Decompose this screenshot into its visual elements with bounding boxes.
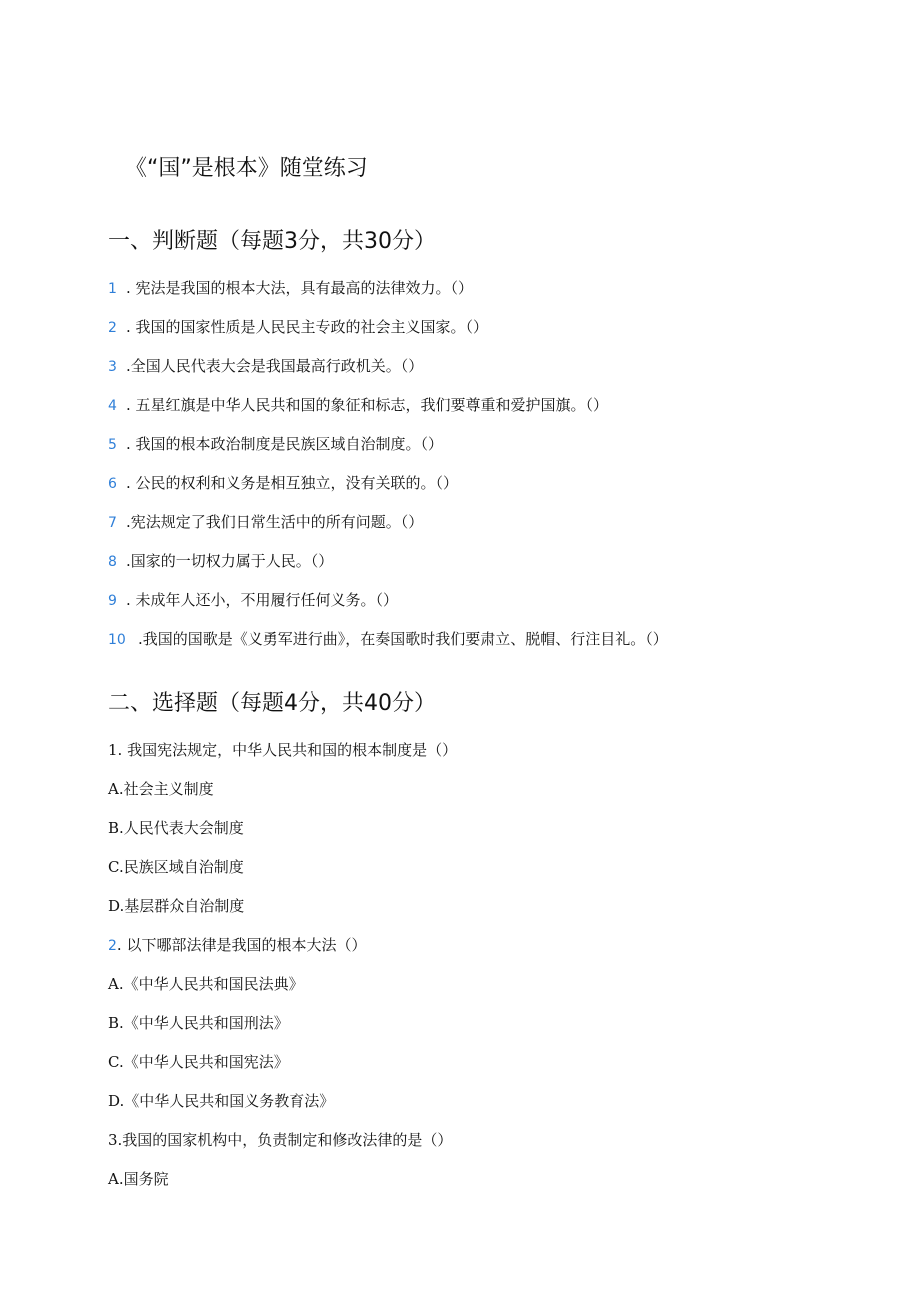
choice-option: C.民族区域自治制度 [108, 858, 244, 876]
true-false-question [108, 471, 458, 495]
choice-option: C.《中华人民共和国宪法》 [108, 1053, 289, 1071]
question-text: . 宪法是我国的根本大法，具有最高的法律效力。（） [126, 279, 474, 297]
question-number: 8 [108, 554, 117, 570]
true-false-question [108, 510, 423, 534]
choice-option: A.《中华人民共和国民法典》 [108, 975, 304, 993]
question-text: . 以下哪部法律是我国的根本大法（） [116, 936, 367, 954]
question-number: 3 [108, 359, 117, 375]
choice-question-stem: 3.我国的国家机构中，负责制定和修改法律的是（） [108, 1131, 453, 1149]
choice-question-stem: 1. 我国宪法规定，中华人民共和国的根本制度是（） [108, 741, 458, 759]
page-title: 《“国”是根本》随堂练习 [125, 156, 368, 181]
question-text: . 五星红旗是中华人民共和国的象征和标志，我们要尊重和爱护国旗。（） [126, 396, 609, 414]
question-number: 9 [108, 593, 117, 609]
choice-option: B.人民代表大会制度 [108, 819, 244, 837]
true-false-question [108, 549, 333, 573]
section-heading-multiple-choice: 二、选择题（每题4分，共40分） [108, 691, 436, 716]
question-number: 2 [108, 938, 117, 954]
question-number: 6 [108, 476, 117, 492]
true-false-question [108, 354, 423, 378]
section-heading-true-false: 一、判断题（每题3分，共30分） [108, 229, 436, 254]
choice-option: A.国务院 [108, 1170, 169, 1188]
question-text: .宪法规定了我们日常生活中的所有问题。（） [126, 513, 424, 531]
question-number: 4 [108, 398, 117, 414]
question-text: .我国的国歌是《义勇军进行曲》，在奏国歌时我们要肃立、脱帽、行注目礼。（） [138, 630, 668, 648]
true-false-question [108, 588, 398, 612]
true-false-question [108, 432, 443, 456]
choice-option: D.基层群众自治制度 [108, 897, 245, 915]
true-false-question [108, 315, 488, 339]
question-number: 1 [108, 281, 117, 297]
question-text: . 未成年人还小，不用履行任何义务。（） [126, 591, 399, 609]
choice-option: D.《中华人民共和国义务教育法》 [108, 1092, 335, 1110]
choice-question-stem [108, 933, 366, 957]
question-number: 7 [108, 515, 117, 531]
true-false-question [108, 393, 608, 417]
question-text: .全国人民代表大会是我国最高行政机关。（） [126, 357, 424, 375]
question-text: . 我国的根本政治制度是民族区域自治制度。（） [126, 435, 444, 453]
question-text: . 公民的权利和义务是相互独立，没有关联的。（） [126, 474, 459, 492]
question-number: 10 [108, 632, 126, 648]
question-number: 5 [108, 437, 117, 453]
choice-option: A.社会主义制度 [108, 780, 214, 798]
true-false-question [108, 276, 473, 300]
question-text: . 我国的国家性质是人民民主专政的社会主义国家。（） [126, 318, 489, 336]
question-number: 2 [108, 320, 117, 336]
choice-option: B.《中华人民共和国刑法》 [108, 1014, 289, 1032]
true-false-question [108, 627, 668, 651]
question-text: .国家的一切权力属于人民。（） [126, 552, 334, 570]
